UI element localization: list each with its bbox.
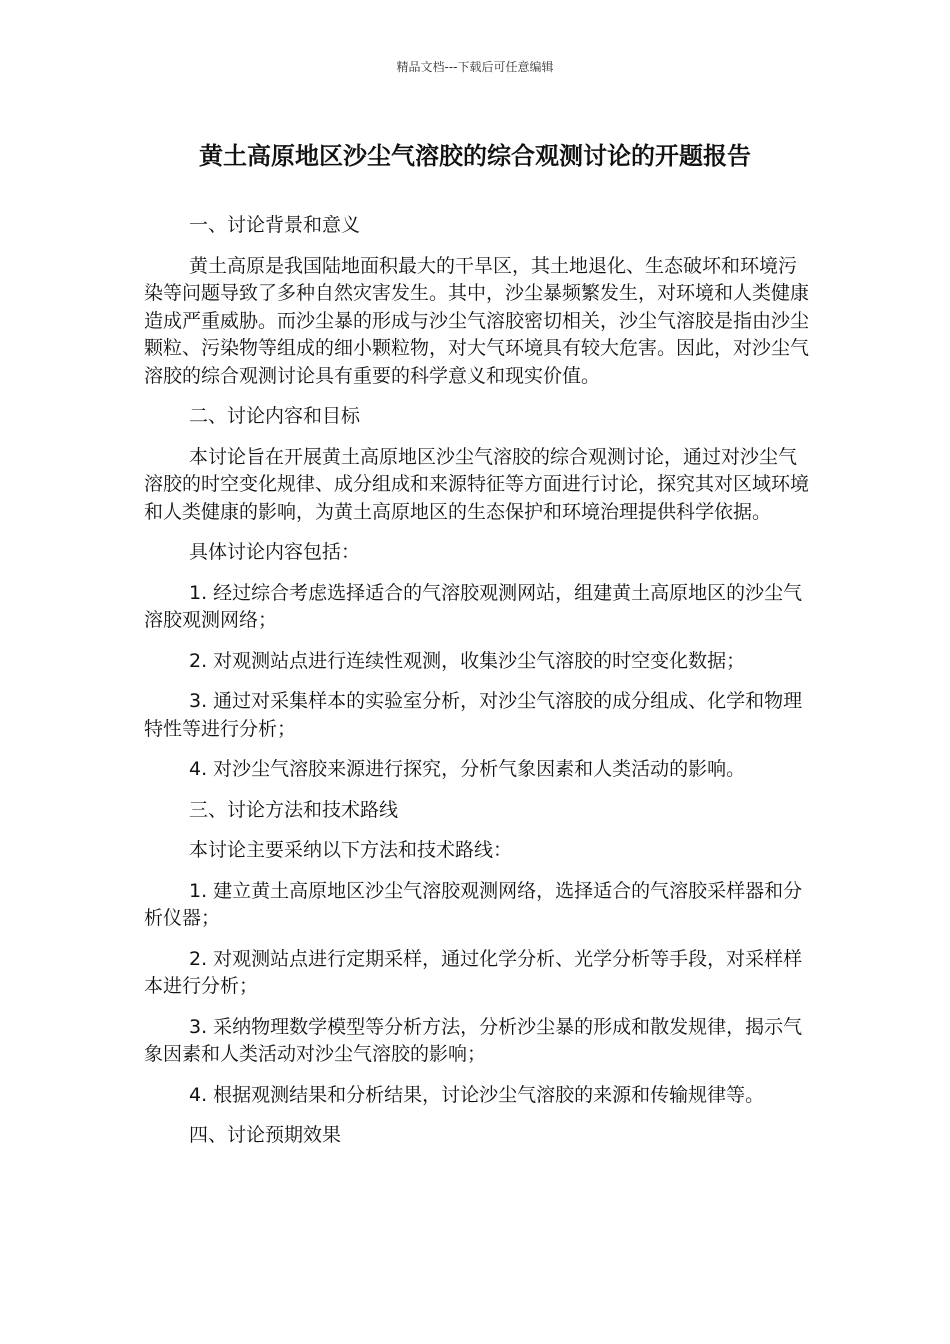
list-item: 2. 对观测站点进行连续性观测，收集沙尘气溶胶的时空变化数据； [189, 649, 746, 672]
section-heading: 二、讨论内容和目标 [189, 405, 361, 427]
document-body [144, 212, 809, 1163]
section-heading: 三、讨论方法和技术路线 [189, 798, 399, 821]
document-title: 黄土高原地区沙尘气溶胶的综合观测讨论的开题报告 [199, 142, 751, 170]
list-item: 4. 根据观测结果和分析结果，讨论沙尘气溶胶的来源和传输规律等。 [189, 1083, 765, 1106]
body-paragraph: 黄土高原是我国陆地面积最大的干旱区，其土地退化、生态破坏和环境污染等问题导致了多种自然灾害发生。其中，沙尘暴频繁发生，对环境和人类健康造成严重威胁。而沙尘暴的形成与沙尘气溶胶密切相关，沙尘气溶胶是指由沙尘颗粒、污染物等组成的细小颗粒物，对大气环境具有较大危害。因此，对沙尘气溶胶的综合观测讨论具有重要的科学意义和现实价值。 [144, 254, 810, 387]
list-item: 1. 建立黄土高原地区沙尘气溶胶观测网络，选择适合的气溶胶采样器和分析仪器； [144, 879, 803, 929]
body-paragraph: 本讨论主要采纳以下方法和技术路线： [189, 839, 513, 861]
section-heading: 一、讨论背景和意义 [189, 214, 361, 236]
list-item: 3. 通过对采集样本的实验室分析，对沙尘气溶胶的成分组成、化学和物理特性等进行分析； [144, 690, 803, 740]
section-heading: 四、讨论预期效果 [189, 1124, 342, 1146]
list-item: 3. 采纳物理数学模型等分析方法，分析沙尘暴的形成和散发规律，揭示气象因素和人类活动对沙尘气溶胶的影响； [144, 1015, 803, 1065]
list-item: 1. 经过综合考虑选择适合的气溶胶观测网站，组建黄土高原地区的沙尘气溶胶观测网络； [144, 581, 803, 631]
list-item: 2. 对观测站点进行定期采样，通过化学分析、光学分析等手段，对采样样本进行分析； [144, 947, 803, 997]
list-item: 4. 对沙尘气溶胶来源进行探究，分析气象因素和人类活动的影响。 [189, 758, 746, 780]
page-header-note: 精品文档---下载后可任意编辑 [396, 60, 554, 74]
body-paragraph: 具体讨论内容包括： [189, 541, 361, 563]
body-paragraph: 本讨论旨在开展黄土高原地区沙尘气溶胶的综合观测讨论，通过对沙尘气溶胶的时空变化规律、成分组成和来源特征等方面进行讨论，探究其对区域环境和人类健康的影响，为黄土高原地区的生态保护和环境治理提供科学依据。 [144, 445, 810, 523]
